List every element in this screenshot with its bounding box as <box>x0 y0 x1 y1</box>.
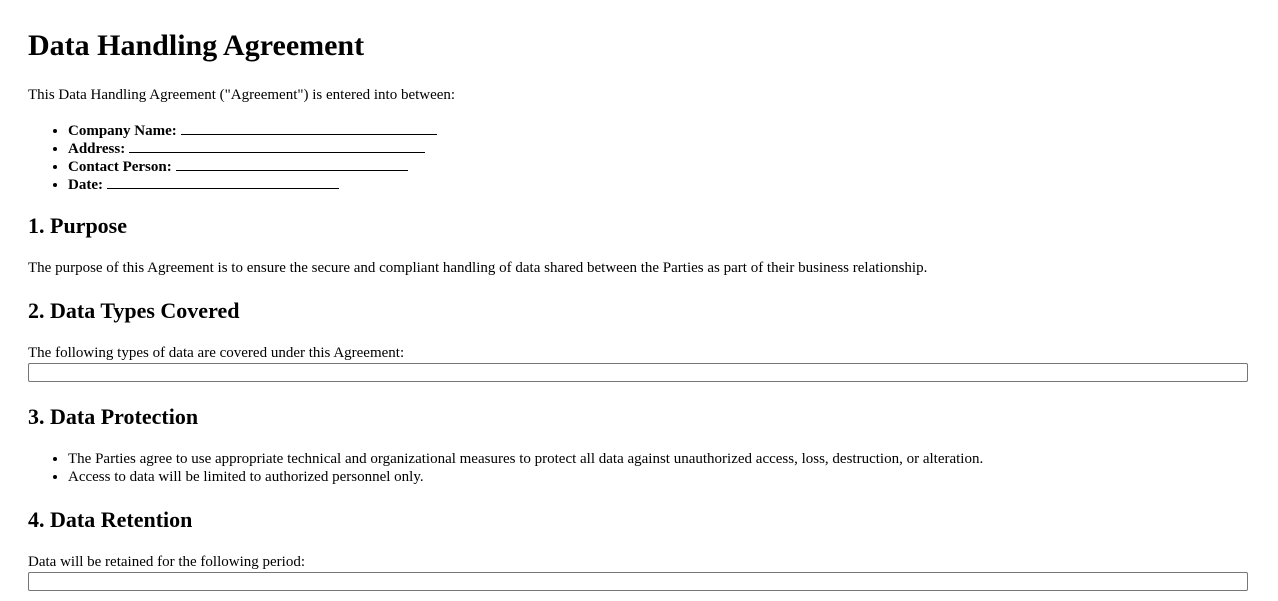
section-heading-data-types: 2. Data Types Covered <box>28 298 240 323</box>
section-heading-retention: 4. Data Retention <box>28 507 193 532</box>
list-item-date <box>68 174 437 192</box>
section-heading-protection: 3. Data Protection <box>28 404 199 429</box>
data-types-text: The following types of data are covered under this Agreement: <box>28 345 405 361</box>
list-item: • Access to data will be limited to authorized personnel only. <box>68 468 983 486</box>
contact-person-blank-line <box>176 156 408 171</box>
list-item-contact-person <box>68 156 437 174</box>
purpose-text: The purpose of this Agreement is to ensure the secure and compliant handling of data shared between the Parties as part of their business relationship. <box>28 260 928 276</box>
intro-text: This Data Handling Agreement ("Agreement") is entered into between: <box>28 87 456 103</box>
section-heading-purpose: 1. Purpose <box>28 213 127 238</box>
party-details-list <box>28 120 437 192</box>
date-label: Date: <box>68 177 103 193</box>
company-name-label: Company Name: <box>68 123 177 139</box>
data-types-input[interactable] <box>28 363 1248 382</box>
date-blank-line <box>107 174 339 189</box>
page-title: Data Handling Agreement <box>28 29 365 62</box>
company-name-blank-line <box>181 120 437 135</box>
list-item-company-name <box>68 120 437 138</box>
list-item: • The Parties agree to use appropriate technical and organizational measures to protect all data against unauthorized access, loss, destruction, or alteration. <box>68 450 983 468</box>
list-item-address <box>68 138 437 156</box>
address-blank-line <box>129 138 425 153</box>
contact-person-label: Contact Person: <box>68 159 172 175</box>
retention-text: Data will be retained for the following period: <box>28 554 305 570</box>
protection-list <box>28 450 983 486</box>
retention-period-input[interactable] <box>28 572 1248 591</box>
address-label: Address: <box>68 141 126 157</box>
